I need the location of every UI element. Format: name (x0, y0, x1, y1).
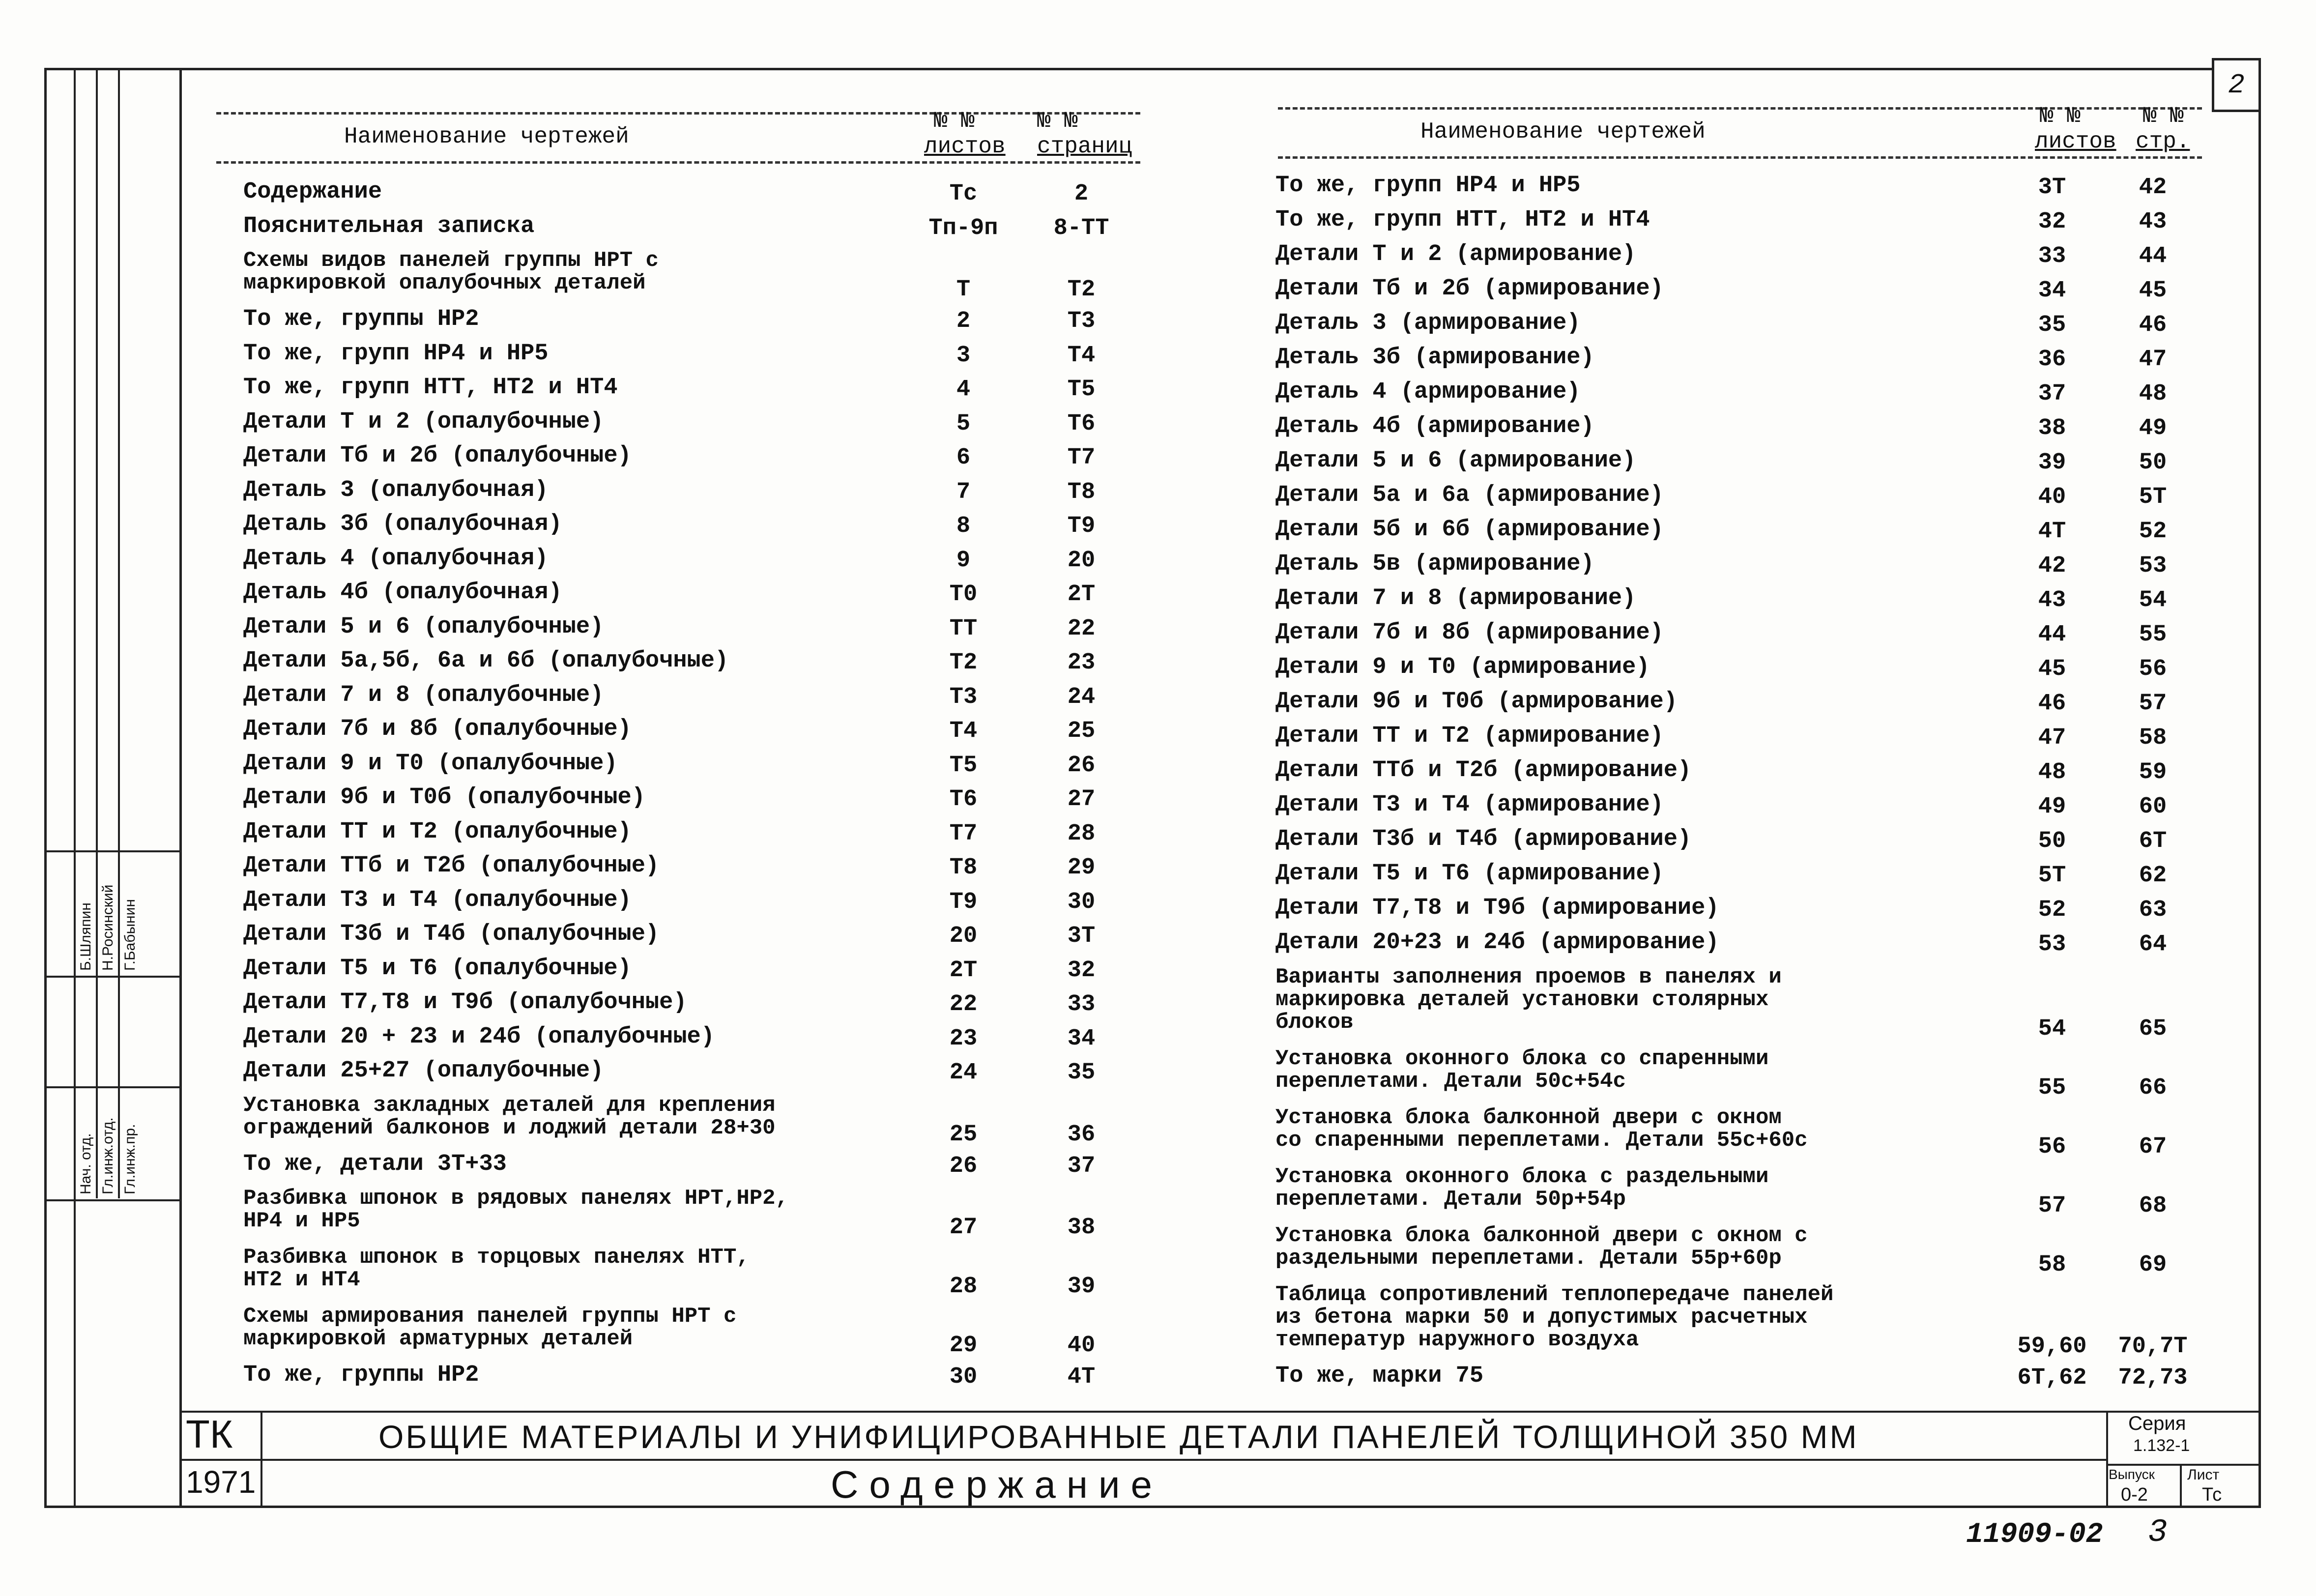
issue-value: 0-2 (2121, 1484, 2148, 1505)
toc-entry-name: Детали Т и 2 (опалубочные) (243, 408, 604, 435)
toc-entry-sheet: 43 (2038, 587, 2066, 613)
toc-entry-page: 72,73 (2118, 1365, 2188, 1391)
series-label: Серия (2128, 1413, 2186, 1434)
toc-entry-page: 54 (2139, 587, 2167, 613)
toc-entry-page: 39 (1067, 1274, 1096, 1300)
toc-entry-sheet: 49 (2038, 794, 2066, 820)
toc-entry-page: 63 (2139, 897, 2167, 923)
toc-entry-page: Т9 (1067, 513, 1096, 539)
right-sheets-header: листов (2035, 129, 2116, 154)
toc-entry-sheet: Т2 (949, 650, 978, 676)
toc-entry-name: Детали Т3б и Т4б (армирование) (1275, 826, 1692, 852)
toc-entry-page: 22 (1067, 615, 1096, 642)
toc-entry-name: То же, групп НТТ, НТ2 и НТ4 (243, 375, 618, 401)
toc-entry-name: Детали 7б и 8б (армирование) (1275, 620, 1664, 646)
toc-entry-sheet: Т7 (949, 820, 978, 847)
right-name-header: Наименование чертежей (1420, 119, 1706, 145)
toc-entry-sheet: 28 (949, 1274, 978, 1300)
toc-entry-page: 64 (2139, 931, 2167, 958)
toc-entry-sheet: 40 (2038, 484, 2066, 510)
toc-entry-page: Т8 (1067, 479, 1096, 505)
toc-entry-sheet: 32 (2038, 209, 2066, 235)
series-value: 1.132-1 (2133, 1436, 2190, 1455)
toc-entry-sheet: Т (956, 277, 971, 303)
toc-entry-sheet: 2 (956, 308, 971, 334)
toc-entry-page: 46 (2139, 312, 2167, 338)
toc-entry-page: 6Т (2139, 828, 2167, 854)
toc-entry-name: Детали ТТб и Т2б (армирование) (1275, 757, 1692, 783)
toc-entry-page: 29 (1067, 855, 1096, 881)
toc-entry-name: Детали Т3 и Т4 (опалубочные) (243, 887, 632, 913)
toc-entry-sheet: 38 (2038, 415, 2066, 441)
toc-entry-sheet: 6Т,62 (2017, 1365, 2087, 1391)
right-sheets-mark: № № (2040, 103, 2081, 129)
toc-entry-name: Детали Т3 и Т4 (армирование) (1275, 792, 1664, 818)
toc-entry-name: Детали 7б и 8б (опалубочные) (243, 716, 632, 742)
toc-entry-page: 49 (2139, 415, 2167, 441)
toc-entry-page: 65 (2139, 1016, 2167, 1042)
toc-entry-name: Детали 9б и Т0б (опалубочные) (243, 784, 645, 811)
toc-entry-page: 2 (1074, 181, 1089, 207)
toc-entry-page: Т5 (1067, 377, 1096, 403)
toc-entry-name: Детали Тб и 2б (опалубочные) (243, 443, 632, 469)
toc-entry-name: Деталь 3б (армирование) (1275, 345, 1594, 371)
toc-entry-sheet: 8 (956, 513, 971, 539)
right-pages-header: стр. (2136, 129, 2190, 154)
toc-entry-name: Установка оконного блока со спаренными (1275, 1046, 1769, 1071)
toc-entry-sheet: Т3 (949, 684, 978, 710)
toc-entry-page: 37 (1067, 1153, 1096, 1179)
toc-entry-sheet: 58 (2038, 1252, 2066, 1278)
toc-entry-page: 52 (2139, 519, 2167, 545)
toc-entry-page: Т4 (1067, 342, 1096, 369)
toc-entry-name: маркировка деталей установки столярных (1275, 987, 1769, 1012)
toc-entry-sheet: 48 (2038, 759, 2066, 785)
toc-entry-page: 35 (1067, 1060, 1096, 1086)
toc-entry-page: 5Т (2139, 484, 2167, 510)
left-pages-mark: № № (1037, 108, 1078, 134)
toc-entry-page: 8-ТТ (1053, 215, 1109, 241)
toc-entry-name: Схемы видов панелей группы НРТ с (243, 248, 659, 273)
toc-entry-sheet: Т6 (949, 786, 978, 813)
sheet-label: Лист (2187, 1467, 2220, 1483)
toc-entry-sheet: Тс (949, 181, 978, 207)
stamp-name-3: Г.Бабынин (122, 899, 138, 971)
toc-entry-page: 32 (1067, 957, 1096, 984)
toc-entry-page: 59 (2139, 759, 2167, 785)
toc-entry-sheet: 56 (2038, 1134, 2066, 1160)
toc-entry-page: 40 (1067, 1333, 1096, 1359)
toc-entry-name: Деталь 5в (армирование) (1275, 551, 1594, 577)
toc-entry-name: Деталь 4 (опалубочная) (243, 545, 549, 572)
toc-entry-name: Детали 5а и 6а (армирование) (1275, 482, 1664, 508)
toc-entry-name: Детали ТТб и Т2б (опалубочные) (243, 853, 660, 879)
toc-entry-name: Установка оконного блока с раздельными (1275, 1164, 1769, 1189)
toc-entry-name: Детали 5 и 6 (армирование) (1275, 448, 1636, 474)
toc-entry-name: Детали Т3б и Т4б (опалубочные) (243, 921, 660, 947)
toc-entry-page: 53 (2139, 553, 2167, 579)
toc-entry-name: Установка блока балконной двери с окном с (1275, 1223, 1808, 1248)
toc-entry-sheet: 30 (949, 1364, 978, 1390)
stamp-role-2: Гл.инж.отд. (100, 1117, 116, 1194)
toc-entry-sheet: Тп-9п (928, 215, 998, 241)
stamp-role-3: Гл.инж.пр. (122, 1124, 138, 1194)
toc-entry-page: 20 (1067, 547, 1096, 574)
toc-entry-sheet: 45 (2038, 656, 2066, 682)
document-subtitle: Содержание (831, 1463, 1163, 1506)
left-name-header: Наименование чертежей (344, 124, 629, 149)
toc-entry-sheet: 7 (956, 479, 971, 505)
stamp-role-1: Нач. отд. (78, 1133, 94, 1194)
toc-entry-sheet: 27 (949, 1215, 978, 1241)
toc-entry-sheet: 22 (949, 991, 978, 1017)
toc-entry-name: Детали Т5 и Т6 (опалубочные) (243, 955, 632, 982)
toc-entry-sheet: 9 (956, 547, 971, 574)
toc-entry-sheet: 6 (956, 445, 971, 471)
toc-entry-name: Разбивка шпонок в рядовых панелях НРТ,НР2, (243, 1186, 788, 1211)
toc-entry-name: Деталь 3 (опалубочная) (243, 477, 549, 503)
toc-entry-page: 60 (2139, 794, 2167, 820)
toc-entry-sheet: 2Т (949, 957, 978, 984)
toc-entry-sheet: 3Т (2038, 174, 2066, 201)
toc-entry-page: 42 (2139, 174, 2167, 201)
toc-entry-name: Установка блока балконной двери с окном (1275, 1105, 1782, 1130)
toc-entry-sheet: Т5 (949, 752, 978, 779)
toc-entry-name: Разбивка шпонок в торцовых панелях НТТ, (243, 1245, 750, 1270)
toc-entry-name: Детали 20+23 и 24б (армирование) (1275, 929, 1719, 956)
toc-entry-page: 36 (1067, 1121, 1096, 1148)
toc-entry-sheet: 35 (2038, 312, 2066, 338)
toc-entry-sheet: 59,60 (2017, 1334, 2087, 1360)
toc-entry-page: 67 (2139, 1134, 2167, 1160)
toc-entry-page: 44 (2139, 243, 2167, 269)
toc-entry-name: Варианты заполнения проемов в панелях и (1275, 965, 1782, 989)
toc-entry-sheet: 4 (956, 377, 971, 403)
toc-entry-page: 33 (1067, 991, 1096, 1017)
toc-entry-page: 2Т (1067, 581, 1096, 608)
toc-entry-name: Детали 5б и 6б (армирование) (1275, 517, 1664, 543)
toc-entry-page: 30 (1067, 889, 1096, 915)
page-number: 3 (2148, 1514, 2168, 1551)
toc-entry-sheet: 24 (949, 1060, 978, 1086)
toc-entry-page: 34 (1067, 1025, 1096, 1052)
toc-entry-sheet: 3 (956, 342, 971, 369)
toc-entry-name: Детали 25+27 (опалубочные) (243, 1058, 604, 1084)
toc-entry-sheet: 46 (2038, 691, 2066, 717)
toc-entry-page: Т6 (1067, 410, 1096, 437)
toc-entry-sheet: 5 (956, 410, 971, 437)
toc-entry-sheet: 44 (2038, 622, 2066, 648)
toc-entry-page: 57 (2139, 691, 2167, 717)
toc-entry-name: Пояснительная записка (243, 213, 535, 239)
toc-entry-sheet: ТТ (949, 615, 978, 642)
toc-entry-name: Детали ТТ и Т2 (армирование) (1275, 723, 1664, 749)
toc-entry-page: Т2 (1067, 277, 1096, 303)
sheet-value: Тс (2202, 1484, 2222, 1505)
toc-entry-sheet: 47 (2038, 725, 2066, 751)
toc-entry-name: переплетами. Детали 50с+54с (1275, 1069, 1626, 1094)
toc-entry-sheet: 39 (2038, 450, 2066, 476)
toc-entry-name: НР4 и НР5 (243, 1209, 360, 1233)
toc-entry-page: 55 (2139, 622, 2167, 648)
toc-entry-sheet: 50 (2038, 828, 2066, 854)
toc-entry-name: То же, групп НР4 и НР5 (243, 340, 549, 367)
toc-entry-name: блоков (1275, 1010, 1354, 1035)
toc-entry-name: Детали ТТ и Т2 (опалубочные) (243, 818, 632, 845)
toc-entry-page: 23 (1067, 650, 1096, 676)
toc-entry-name: Детали 7 и 8 (армирование) (1275, 585, 1636, 611)
toc-entry-page: 38 (1067, 1215, 1096, 1241)
toc-entry-page: 26 (1067, 752, 1096, 779)
corner-sheet-number: 2 (2212, 58, 2261, 112)
toc-entry-name: Деталь 3б (опалубочная) (243, 511, 562, 537)
toc-entry-page: 70,7Т (2118, 1334, 2188, 1360)
toc-entry-name: Содержание (243, 179, 382, 205)
toc-entry-page: 24 (1067, 684, 1096, 710)
toc-entry-name: Таблица сопротивлений теплопередаче панелей (1275, 1282, 1834, 1307)
toc-entry-sheet: 4Т (2038, 519, 2066, 545)
document-title: ОБЩИЕ МАТЕРИАЛЫ И УНИФИЦИРОВАННЫЕ ДЕТАЛИ ПАНЕЛЕЙ ТОЛЩИНОЙ 350 ММ (378, 1419, 1859, 1455)
toc-entry-sheet: 42 (2038, 553, 2066, 579)
toc-entry-sheet: Т8 (949, 855, 978, 881)
toc-entry-sheet: 23 (949, 1025, 978, 1052)
toc-entry-name: НТ2 и НТ4 (243, 1268, 360, 1292)
toc-entry-sheet: 57 (2038, 1193, 2066, 1219)
toc-entry-name: То же, группы НР2 (243, 306, 479, 332)
toc-entry-sheet: 26 (949, 1153, 978, 1179)
toc-entry-name: Детали Т и 2 (армирование) (1275, 241, 1636, 267)
toc-entry-sheet: 34 (2038, 278, 2066, 304)
toc-entry-name: Деталь 4б (опалубочная) (243, 580, 562, 606)
title-year: 1971 (186, 1464, 256, 1500)
toc-entry-sheet: 55 (2038, 1075, 2066, 1101)
toc-entry-name: Детали 20 + 23 и 24б (опалубочные) (243, 1023, 715, 1050)
right-pages-mark: № № (2143, 103, 2184, 129)
toc-entry-name: Детали Т7,Т8 и Т9б (армирование) (1275, 895, 1719, 921)
toc-entry-sheet: 52 (2038, 897, 2066, 923)
toc-entry-name: Деталь 3 (армирование) (1275, 310, 1581, 336)
toc-entry-page: Т3 (1067, 308, 1096, 334)
toc-entry-page: 50 (2139, 450, 2167, 476)
toc-entry-page: 66 (2139, 1075, 2167, 1101)
toc-entry-name: Детали Тб и 2б (армирование) (1275, 276, 1664, 302)
toc-entry-page: 25 (1067, 718, 1096, 744)
toc-entry-sheet: Т4 (949, 718, 978, 744)
title-code: ТК (186, 1412, 233, 1456)
toc-entry-sheet: 29 (949, 1333, 978, 1359)
toc-entry-sheet: 5Т (2038, 863, 2066, 889)
toc-entry-sheet: 53 (2038, 931, 2066, 958)
toc-entry-name: Детали Т5 и Т6 (армирование) (1275, 861, 1664, 887)
toc-entry-name: То же, групп НТТ, НТ2 и НТ4 (1275, 207, 1650, 233)
left-sheets-mark: № № (934, 108, 975, 134)
toc-entry-name: Детали 9 и Т0 (армирование) (1275, 654, 1650, 680)
toc-entry-name: Детали 9б и Т0б (армирование) (1275, 689, 1678, 715)
toc-entry-name: То же, детали 3Т+33 (243, 1151, 507, 1177)
left-pages-header: страниц (1037, 134, 1132, 159)
toc-entry-name: маркировкой арматурных деталей (243, 1327, 633, 1351)
stamp-name-1: Б.Шляпин (78, 902, 94, 971)
toc-entry-page: 27 (1067, 786, 1096, 813)
stamp-name-2: Н.Росинский (100, 884, 116, 971)
toc-entry-name: То же, группы НР2 (243, 1362, 479, 1388)
toc-entry-page: 28 (1067, 820, 1096, 847)
toc-entry-name: Детали Т7,Т8 и Т9б (опалубочные) (243, 989, 687, 1016)
toc-entry-page: 62 (2139, 863, 2167, 889)
toc-entry-name: То же, групп НР4 и НР5 (1275, 173, 1581, 199)
toc-entry-name: температур наружного воздуха (1275, 1328, 1639, 1352)
toc-entry-page: 47 (2139, 347, 2167, 373)
toc-entry-name: Установка закладных деталей для крепления (243, 1093, 776, 1118)
toc-entry-page: 48 (2139, 381, 2167, 407)
toc-entry-page: 68 (2139, 1193, 2167, 1219)
toc-entry-name: ограждений балконов и лоджий детали 28+30 (243, 1115, 776, 1140)
toc-entry-name: Детали 5а,5б, 6а и 6б (опалубочные) (243, 648, 729, 674)
toc-entry-sheet: 36 (2038, 347, 2066, 373)
toc-entry-sheet: Т9 (949, 889, 978, 915)
toc-entry-sheet: Т0 (949, 581, 978, 608)
toc-entry-name: из бетона марки 50 и допустимых расчетных (1275, 1305, 1808, 1330)
toc-entry-sheet: 54 (2038, 1016, 2066, 1042)
issue-label: Выпуск (2109, 1467, 2155, 1482)
toc-entry-sheet: 33 (2038, 243, 2066, 269)
toc-entry-name: Детали 7 и 8 (опалубочные) (243, 682, 604, 708)
toc-entry-sheet: 20 (949, 923, 978, 949)
toc-entry-sheet: 37 (2038, 381, 2066, 407)
toc-entry-page: 3Т (1067, 923, 1096, 949)
left-sheets-header: листов (924, 134, 1006, 159)
toc-entry-page: 43 (2139, 209, 2167, 235)
toc-entry-name: Деталь 4б (армирование) (1275, 413, 1594, 439)
toc-entry-sheet: 25 (949, 1121, 978, 1148)
toc-entry-page: Т7 (1067, 445, 1096, 471)
toc-entry-name: раздельными переплетами. Детали 55р+60р (1275, 1246, 1782, 1271)
toc-entry-name: То же, марки 75 (1275, 1363, 1484, 1389)
toc-entry-page: 58 (2139, 725, 2167, 751)
document-number: 11909-02 (1966, 1519, 2103, 1551)
toc-entry-name: Деталь 4 (армирование) (1275, 379, 1581, 405)
toc-entry-page: 69 (2139, 1252, 2167, 1278)
toc-entry-name: переплетами. Детали 50р+54р (1275, 1187, 1626, 1212)
toc-entry-name: маркировкой опалубочных деталей (243, 271, 646, 295)
toc-entry-page: 4Т (1067, 1364, 1096, 1390)
toc-entry-name: Схемы армирования панелей группы НРТ с (243, 1304, 737, 1329)
toc-entry-name: со спаренными переплетами. Детали 55с+60с (1275, 1128, 1808, 1153)
toc-entry-page: 56 (2139, 656, 2167, 682)
toc-entry-name: Детали 5 и 6 (опалубочные) (243, 613, 604, 640)
toc-entry-name: Детали 9 и Т0 (опалубочные) (243, 750, 618, 777)
toc-entry-page: 45 (2139, 278, 2167, 304)
